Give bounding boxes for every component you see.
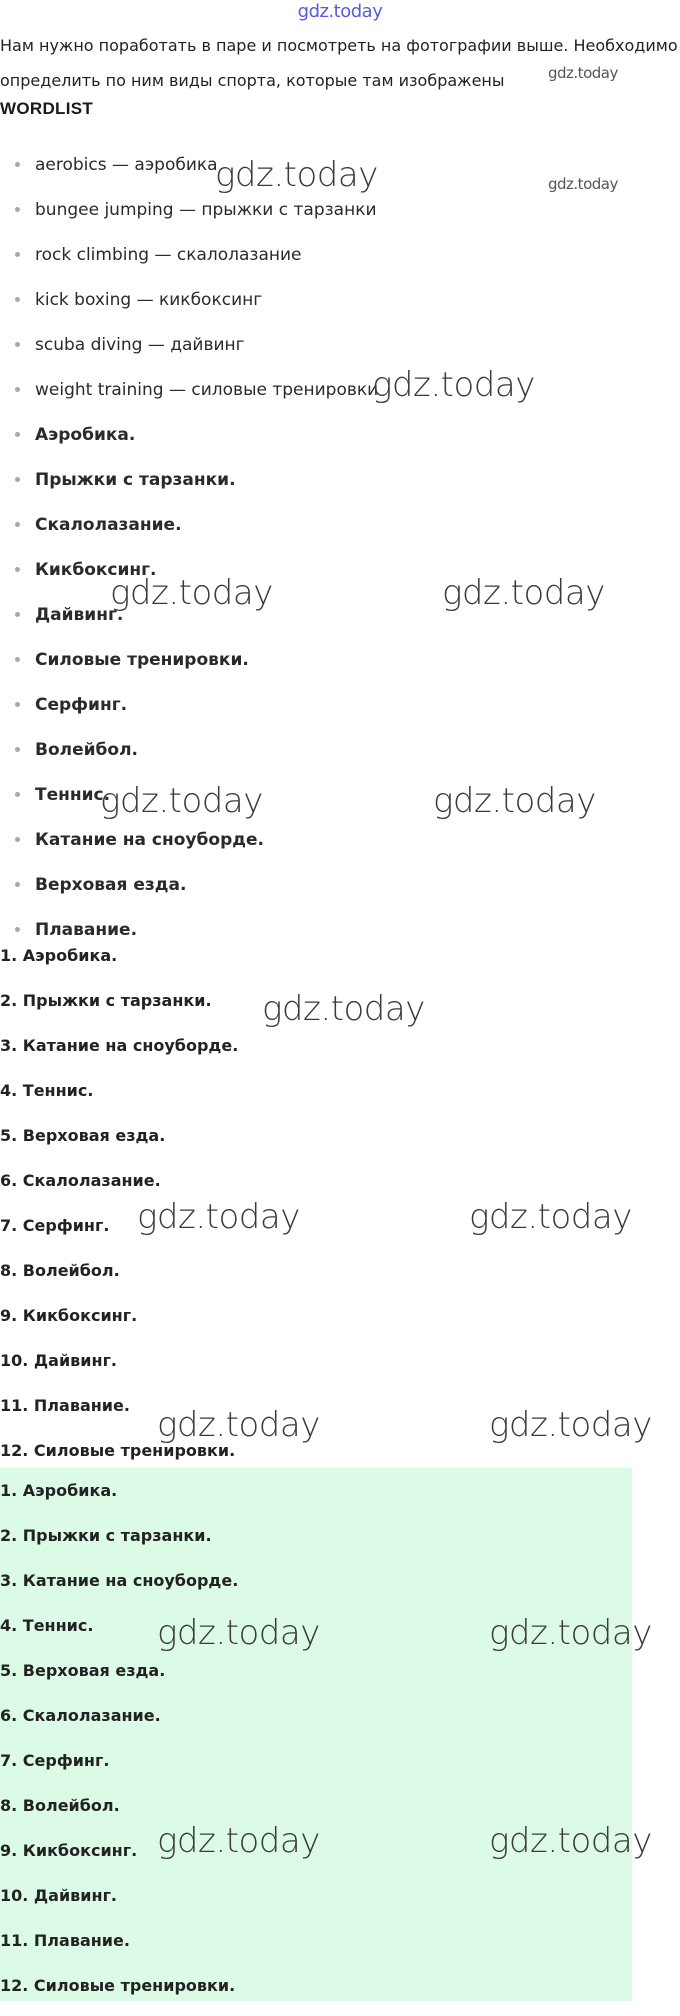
numbered-item: 12. Силовые тренировки. — [0, 1441, 236, 1460]
sport-item — [0, 555, 680, 600]
watermark: gdz.today — [100, 781, 263, 821]
bullet-icon — [15, 702, 20, 707]
bullet-icon — [15, 657, 20, 662]
sport-item-text: Волейбол. — [35, 740, 138, 760]
site-logo[interactable]: gdz.today — [297, 1, 383, 22]
watermark: gdz.today — [489, 1821, 652, 1861]
bullet-icon — [15, 882, 20, 887]
sport-item — [0, 735, 680, 780]
wordlist — [0, 150, 680, 960]
bullet-icon — [15, 567, 20, 572]
bullet-icon — [15, 522, 20, 527]
wordlist-item — [0, 330, 680, 375]
answer-item: 8. Волейбол. — [0, 1796, 120, 1815]
sport-item-text: Плавание. — [35, 920, 138, 940]
wordlist-item-text: bungee jumping — прыжки с тарзанки — [35, 200, 377, 220]
bullet-icon — [15, 342, 20, 347]
watermark: gdz.today — [469, 1197, 632, 1237]
sport-item-text: Теннис. — [35, 785, 111, 805]
wordlist-item-text: weight training — силовые тренировки — [35, 380, 379, 400]
answer-item: 4. Теннис. — [0, 1616, 94, 1635]
wordlist-item — [0, 375, 680, 420]
answer-item: 12. Силовые тренировки. — [0, 1976, 236, 1995]
numbered-item: 11. Плавание. — [0, 1396, 130, 1415]
watermark: gdz.today — [262, 989, 425, 1029]
watermark: gdz.today — [215, 155, 378, 195]
bullet-icon — [15, 612, 20, 617]
numbered-item: 7. Серфинг. — [0, 1216, 110, 1235]
sport-item — [0, 690, 680, 735]
watermark: gdz.today — [489, 1613, 652, 1653]
task-description-line: Нам нужно поработать в паре и посмотреть на фотографии выше. Необходимо — [0, 36, 678, 55]
watermark: gdz.today — [489, 1405, 652, 1445]
wordlist-item — [0, 285, 680, 330]
watermark: gdz.today — [157, 1613, 320, 1653]
watermark: gdz.today — [372, 365, 535, 405]
bullet-icon — [15, 432, 20, 437]
numbered-item: 6. Скалолазание. — [0, 1171, 161, 1190]
sport-item — [0, 645, 680, 690]
answer-item: 1. Аэробика. — [0, 1481, 118, 1500]
answer-list — [0, 1476, 680, 2016]
bullet-icon — [15, 252, 20, 257]
sport-item-text: Дайвинг. — [35, 605, 124, 625]
answer-item: 5. Верховая езда. — [0, 1661, 166, 1680]
wordlist-title: WORDLIST — [0, 99, 94, 118]
numbered-item: 2. Прыжки с тарзанки. — [0, 991, 212, 1010]
task-description-line: определить по ним виды спорта, которые там изображены — [0, 71, 505, 90]
bullet-icon — [15, 747, 20, 752]
wordlist-item-text: scuba diving — дайвинг — [35, 335, 245, 355]
sport-item — [0, 600, 680, 645]
numbered-item: 10. Дайвинг. — [0, 1351, 117, 1370]
watermark: gdz.today — [442, 573, 605, 613]
numbered-item: 8. Волейбол. — [0, 1261, 120, 1280]
watermark: gdz.today — [548, 175, 618, 193]
wordlist-item — [0, 150, 680, 195]
answer-item: 6. Скалолазание. — [0, 1706, 161, 1725]
answer-item: 3. Катание на сноуборде. — [0, 1571, 239, 1590]
sport-item — [0, 465, 680, 510]
bullet-icon — [15, 792, 20, 797]
numbered-item: 3. Катание на сноуборде. — [0, 1036, 239, 1055]
bullet-icon — [15, 207, 20, 212]
sport-item-text: Катание на сноуборде. — [35, 830, 264, 850]
watermark: gdz.today — [157, 1821, 320, 1861]
sport-item — [0, 510, 680, 555]
sport-item-text: Силовые тренировки. — [35, 650, 249, 670]
bullet-icon — [15, 927, 20, 932]
sport-item-text: Скалолазание. — [35, 515, 182, 535]
sport-item — [0, 825, 680, 870]
sport-item-text: Серфинг. — [35, 695, 128, 715]
sport-item — [0, 420, 680, 465]
sport-item — [0, 780, 680, 825]
sport-item-text: Прыжки с тарзанки. — [35, 470, 236, 490]
sport-item-text: Верховая езда. — [35, 875, 187, 895]
sport-item — [0, 870, 680, 915]
watermark: gdz.today — [157, 1405, 320, 1445]
answer-item: 7. Серфинг. — [0, 1751, 110, 1770]
wordlist-item-text: kick boxing — кикбоксинг — [35, 290, 263, 310]
numbered-list — [0, 941, 680, 1481]
bullet-icon — [15, 297, 20, 302]
wordlist-item — [0, 195, 680, 240]
answer-item: 2. Прыжки с тарзанки. — [0, 1526, 212, 1545]
bullet-icon — [15, 387, 20, 392]
numbered-item: 5. Верховая езда. — [0, 1126, 166, 1145]
wordlist-item-text: rock climbing — скалолазание — [35, 245, 302, 265]
bullet-icon — [15, 162, 20, 167]
watermark: gdz.today — [548, 64, 618, 82]
numbered-item: 9. Кикбоксинг. — [0, 1306, 138, 1325]
numbered-item: 4. Теннис. — [0, 1081, 94, 1100]
watermark: gdz.today — [110, 573, 273, 613]
bullet-icon — [15, 837, 20, 842]
watermark: gdz.today — [137, 1197, 300, 1237]
answer-item: 11. Плавание. — [0, 1931, 130, 1950]
watermark: gdz.today — [433, 781, 596, 821]
wordlist-item-text: aerobics — аэробика — [35, 155, 218, 175]
sport-item-text: Кикбоксинг. — [35, 560, 157, 580]
bullet-icon — [15, 477, 20, 482]
numbered-item: 1. Аэробика. — [0, 946, 118, 965]
sport-item-text: Аэробика. — [35, 425, 136, 445]
answer-item: 9. Кикбоксинг. — [0, 1841, 138, 1860]
wordlist-item — [0, 240, 680, 285]
task-description — [0, 28, 680, 98]
answer-item: 10. Дайвинг. — [0, 1886, 117, 1905]
